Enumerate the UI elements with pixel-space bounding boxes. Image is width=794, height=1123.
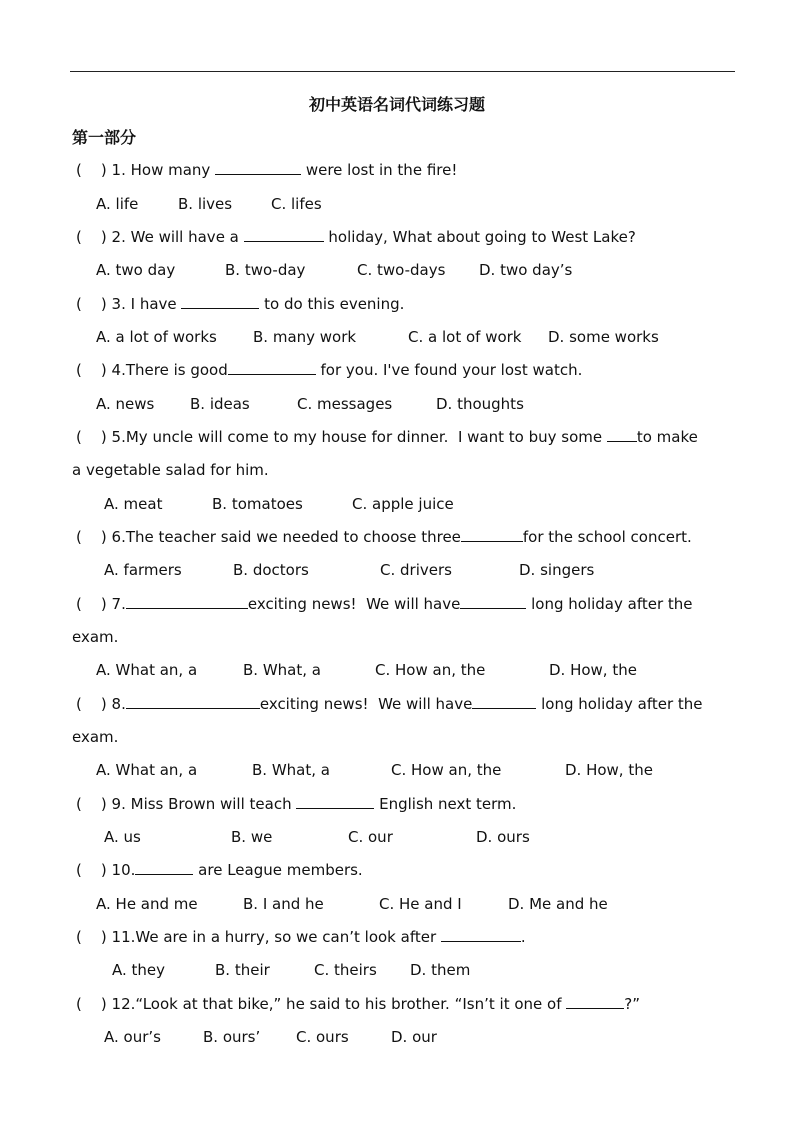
option-a: A. meat <box>104 495 163 513</box>
option-c: C. our <box>348 828 393 846</box>
answer-blank <box>607 427 637 442</box>
question-9-text: ( ) 9. Miss Brown will teach <box>76 795 297 813</box>
question-1-text-end: were lost in the fire! <box>301 161 458 179</box>
option-b: B. doctors <box>233 561 309 579</box>
page-title: 初中英语名词代词练习题 <box>308 95 485 114</box>
question-8-text-mid: exciting news! We will have <box>259 695 473 713</box>
question-6 <box>76 527 692 547</box>
option-d: D. our <box>391 1028 437 1046</box>
question-11 <box>76 927 526 947</box>
answer-blank <box>566 994 624 1009</box>
option-b: B. I and he <box>243 895 324 913</box>
option-d: D. How, the <box>565 761 653 779</box>
option-c: C. How an, the <box>391 761 502 779</box>
option-c: C. How an, the <box>375 661 486 679</box>
option-b: B. lives <box>178 195 233 213</box>
question-12-text-end: ?” <box>624 995 640 1013</box>
option-c: C. two-days <box>357 261 446 279</box>
question-9-text-end: English next term. <box>374 795 517 813</box>
question-11-text-end: . <box>520 928 526 946</box>
option-a: A. our’s <box>104 1028 161 1046</box>
question-10-text-end: are League members. <box>193 861 363 879</box>
question-7-text: ( ) 7. <box>76 595 126 613</box>
question-10 <box>76 860 363 880</box>
question-8-continuation: exam. <box>72 728 119 746</box>
question-11-text: ( ) 11.We are in a hurry, so we can’t look after <box>76 928 441 946</box>
option-d: D. How, the <box>549 661 637 679</box>
option-a: A. news <box>96 395 155 413</box>
question-5-continuation: a vegetable salad for him. <box>72 461 269 479</box>
option-a: A. us <box>104 828 141 846</box>
question-7-text-end: long holiday after the <box>526 595 693 613</box>
option-a: A. He and me <box>96 895 198 913</box>
answer-blank <box>181 294 259 309</box>
option-d: D. singers <box>519 561 595 579</box>
option-b: B. What, a <box>243 661 321 679</box>
question-6-text: ( ) 6.The teacher said we needed to choose three <box>76 528 461 546</box>
answer-blank <box>228 360 316 375</box>
option-b: B. we <box>231 828 273 846</box>
option-a: A. farmers <box>104 561 182 579</box>
question-5 <box>76 427 698 447</box>
option-a: A. they <box>112 961 166 979</box>
question-7-text-mid: exciting news! We will have <box>247 595 461 613</box>
option-b: B. What, a <box>252 761 330 779</box>
option-b: B. their <box>215 961 270 979</box>
option-d: D. thoughts <box>436 395 524 413</box>
question-8-text-end: long holiday after the <box>536 695 703 713</box>
question-10-text: ( ) 10. <box>76 861 136 879</box>
option-b: B. two-day <box>225 261 306 279</box>
option-c: C. ours <box>296 1028 349 1046</box>
section-heading: 第一部分 <box>72 128 137 147</box>
question-2 <box>76 227 636 247</box>
option-b: B. ideas <box>190 395 250 413</box>
option-a: A. two day <box>96 261 176 279</box>
question-3 <box>76 294 404 314</box>
question-1-text: ( ) 1. How many <box>76 161 216 179</box>
question-12 <box>76 994 640 1014</box>
option-d: D. some works <box>548 328 659 346</box>
question-8-text: ( ) 8. <box>76 695 126 713</box>
option-c: C. a lot of work <box>408 328 522 346</box>
option-c: C. drivers <box>380 561 452 579</box>
answer-blank <box>441 927 521 942</box>
answer-blank <box>472 694 536 709</box>
option-a: A. What an, a <box>96 761 198 779</box>
option-b: B. tomatoes <box>212 495 303 513</box>
question-5-text: ( ) 5.My uncle will come to my house for dinner. I want to buy some <box>76 428 607 446</box>
question-2-text-end: holiday, What about going to West Lake? <box>323 228 636 246</box>
question-3-text: ( ) 3. I have <box>76 295 182 313</box>
answer-blank <box>126 594 248 609</box>
answer-blank <box>126 694 260 709</box>
answer-blank <box>135 860 193 875</box>
option-d: D. two day’s <box>479 261 573 279</box>
question-5-text-end: to make <box>636 428 698 446</box>
option-d: D. them <box>410 961 471 979</box>
option-d: D. ours <box>476 828 530 846</box>
option-c: C. apple juice <box>352 495 454 513</box>
answer-blank <box>244 227 324 242</box>
option-b: B. ours’ <box>203 1028 261 1046</box>
option-a: A. life <box>96 195 139 213</box>
question-7-continuation: exam. <box>72 628 119 646</box>
question-4-text: ( ) 4.There is good <box>76 361 228 379</box>
question-6-text-end: for the school concert. <box>522 528 692 546</box>
question-8 <box>76 694 703 714</box>
option-b: B. many work <box>253 328 357 346</box>
question-12-text: ( ) 12.“Look at that bike,” he said to his brother. “Isn’t it one of <box>76 995 567 1013</box>
option-d: D. Me and he <box>508 895 608 913</box>
question-9 <box>76 794 516 814</box>
question-2-text: ( ) 2. We will have a <box>76 228 244 246</box>
question-4-text-end: for you. I've found your lost watch. <box>315 361 583 379</box>
option-a: A. What an, a <box>96 661 198 679</box>
answer-blank <box>460 594 526 609</box>
answer-blank <box>461 527 523 542</box>
question-4 <box>76 360 582 380</box>
header-rule <box>70 71 735 72</box>
question-3-text-end: to do this evening. <box>259 295 405 313</box>
answer-blank <box>296 794 374 809</box>
option-a: A. a lot of works <box>96 328 217 346</box>
option-c: C. theirs <box>314 961 377 979</box>
option-c: C. lifes <box>271 195 322 213</box>
option-c: C. messages <box>297 395 393 413</box>
question-1 <box>76 160 457 180</box>
option-c: C. He and I <box>379 895 462 913</box>
question-7 <box>76 594 693 614</box>
answer-blank <box>215 160 301 175</box>
